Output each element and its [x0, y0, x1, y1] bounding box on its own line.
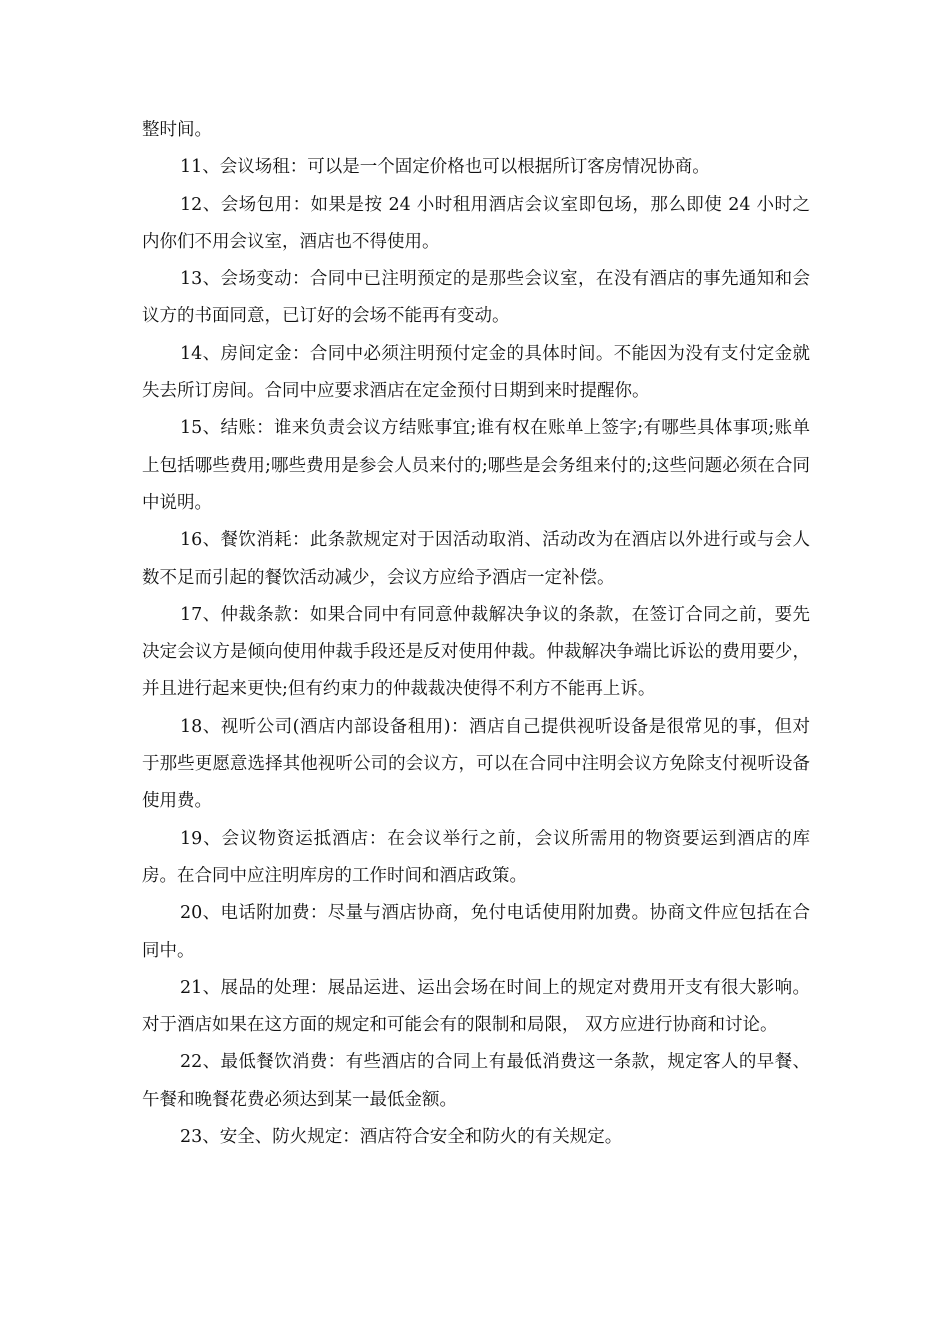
clause-16: 16、餐饮消耗：此条款规定对于因活动取消、活动改为在酒店以外进行或与会人数不足而引起的餐饮活动减少，会议方应给予酒店一定补偿。	[142, 530, 810, 588]
clause-21: 21、展品的处理：展品运进、运出会场在时间上的规定对费用开支有很大影响。对于酒店如果在这方面的规定和可能会有的限制和局限， 双方应进行协商和讨论。	[142, 977, 810, 1036]
clause-12: 12、会场包用：如果是按 24 小时租用酒店会议室即包场，那么即使 24 小时之内你们不用会议室，酒店也不得使用。	[142, 194, 810, 252]
clause-22: 22、最低餐饮消费：有些酒店的合同上有最低消费这一条款，规定客人的早餐、午餐和晚餐花费必须达到某一最低金额。	[142, 1052, 810, 1110]
clause-14: 14、房间定金：合同中必须注明预付定金的具体时间。不能因为没有支付定金就失去所订房间。合同中应要求酒店在定金预付日期到来时提醒你。	[142, 343, 810, 402]
clause-18: 18、视听公司(酒店内部设备租用)：酒店自己提供视听设备是很常见的事，但对于那些更愿意选择其他视听公司的会议方，可以在合同中注明会议方免除支付视听设备使用费。	[142, 716, 810, 812]
clause-20: 20、电话附加费：尽量与酒店协商，免付电话使用附加费。协商文件应包括在合同中。	[142, 903, 810, 961]
clause-23: 23、安全、防火规定：酒店符合安全和防火的有关规定。	[180, 1127, 623, 1148]
clause-11: 11、会议场租：可以是一个固定价格也可以根据所订客房情况协商。	[180, 157, 710, 178]
clause-15: 15、结账：谁来负责会议方结账事宜;谁有权在账单上签字;有哪些具体事项;账单上包括哪些费用;哪些费用是参会人员来付的;哪些是会务组来付的;这些问题必须在合同中说明。	[142, 418, 810, 513]
document-body	[142, 112, 810, 1156]
continuation-text: 整时间。	[142, 120, 212, 140]
clause-19: 19、会议物资运抵酒店：在会议举行之前，会议所需用的物资要运到酒店的库房。在合同中应注明库房的工作时间和酒店政策。	[142, 828, 810, 886]
clause-13: 13、会场变动：合同中已注明预定的是那些会议室，在没有酒店的事先通知和会议方的书面同意，已订好的会场不能再有变动。	[142, 269, 810, 327]
clause-17: 17、仲裁条款：如果合同中有同意仲裁解决争议的条款，在签订合同之前，要先决定会议方是倾向使用仲裁手段还是反对使用仲裁。仲裁解决争端比诉讼的费用要少，并且进行起来更快;但有约束力的仲裁裁决使得不利方不能再上诉。	[142, 604, 810, 700]
